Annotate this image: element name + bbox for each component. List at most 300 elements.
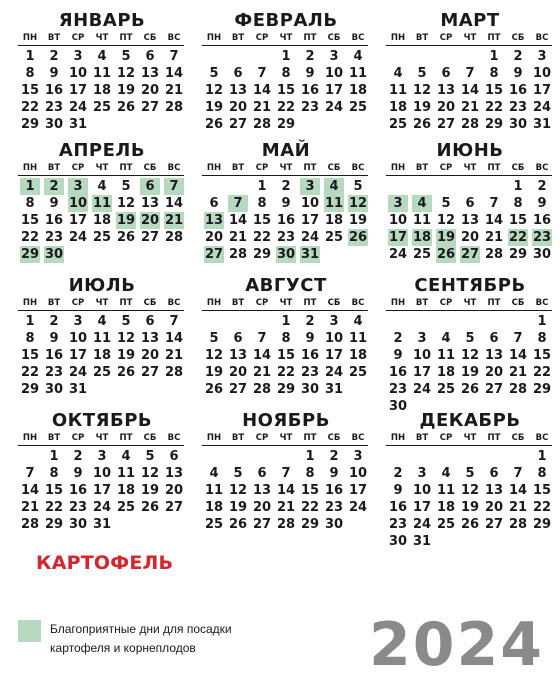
header-divider: [386, 175, 552, 176]
weekday-header: [202, 298, 370, 309]
day-cell: 24: [300, 230, 320, 245]
empty-cell: [458, 448, 482, 465]
weekday-label: СР: [71, 163, 85, 173]
day-cell: 26: [140, 500, 160, 515]
day-cell: 1: [25, 314, 35, 329]
day-cell: 4: [97, 314, 107, 329]
day-cell: 10: [68, 331, 88, 346]
day-cell: 6: [209, 196, 219, 211]
header-divider: [202, 175, 368, 176]
day-cell: 19: [204, 100, 224, 115]
weekday-label: ВС: [351, 433, 365, 443]
empty-cell: [226, 48, 250, 65]
day-cell: 23: [300, 100, 320, 115]
day-cell: 9: [49, 331, 59, 346]
day-cell: 26: [116, 100, 136, 115]
day-cell: 13: [140, 196, 160, 211]
day-cell: 31: [412, 534, 432, 549]
day-cell: 25: [92, 100, 112, 115]
weekday-label: ПТ: [303, 33, 317, 43]
day-cell: 14: [228, 213, 248, 228]
favorable-day: 6: [140, 178, 160, 195]
day-cell: 28: [252, 382, 272, 397]
favorable-day: 23: [532, 230, 552, 245]
day-cell: 24: [324, 100, 344, 115]
day-cell: 9: [393, 348, 403, 363]
weekday-label: ПН: [22, 298, 38, 308]
day-cell: 10: [532, 66, 552, 81]
favorable-day: 2: [44, 178, 64, 195]
day-cell: 17: [532, 83, 552, 98]
day-cell: 27: [164, 500, 184, 515]
month-block: [202, 275, 370, 398]
day-cell: 13: [164, 466, 184, 481]
day-cell: 13: [140, 331, 160, 346]
day-cell: 29: [532, 517, 552, 532]
weekday-label: ЧТ: [279, 163, 293, 173]
weekday-label: СБ: [511, 33, 525, 43]
day-cell: 8: [25, 66, 35, 81]
day-cell: 21: [252, 100, 272, 115]
day-cell: 7: [513, 466, 523, 481]
day-cell: 15: [532, 348, 552, 363]
day-cell: 27: [484, 517, 504, 532]
day-cell: 26: [116, 230, 136, 245]
weekday-header: [202, 433, 370, 444]
day-cell: 23: [44, 365, 64, 380]
month-block: [18, 275, 186, 398]
day-cell: 5: [209, 331, 219, 346]
day-cell: 20: [164, 483, 184, 498]
month-name: ДЕКАБРЬ: [419, 410, 521, 431]
day-cell: 10: [412, 483, 432, 498]
weekday-label: СБ: [143, 163, 157, 173]
day-grid: [386, 48, 554, 133]
header-divider: [202, 310, 368, 311]
day-cell: 31: [92, 517, 112, 532]
favorable-day: 4: [324, 178, 344, 195]
day-cell: 14: [20, 483, 40, 498]
day-cell: 11: [388, 83, 408, 98]
day-cell: 28: [228, 247, 248, 262]
empty-cell: [506, 313, 530, 330]
day-cell: 25: [436, 382, 456, 397]
day-cell: 1: [489, 49, 499, 64]
day-cell: 29: [532, 382, 552, 397]
weekday-label: СБ: [143, 298, 157, 308]
day-cell: 13: [484, 483, 504, 498]
day-cell: 15: [276, 83, 296, 98]
day-cell: 6: [257, 466, 267, 481]
day-cell: 1: [305, 449, 315, 464]
weekday-label: СБ: [327, 163, 341, 173]
day-cell: 30: [68, 517, 88, 532]
day-cell: 6: [489, 466, 499, 481]
day-cell: 22: [20, 100, 40, 115]
empty-cell: [434, 313, 458, 330]
day-grid: [202, 48, 370, 133]
weekday-label: ЧТ: [95, 163, 109, 173]
day-cell: 14: [164, 66, 184, 81]
favorable-day: 13: [204, 213, 224, 228]
day-cell: 17: [412, 500, 432, 515]
favorable-day: 3: [388, 195, 408, 212]
favorable-day: 3: [68, 178, 88, 195]
day-cell: 11: [204, 483, 224, 498]
day-cell: 1: [49, 449, 59, 464]
day-cell: 5: [121, 314, 131, 329]
day-cell: 30: [388, 534, 408, 549]
day-cell: 29: [44, 517, 64, 532]
day-grid: [386, 178, 554, 263]
header-divider: [18, 175, 184, 176]
day-cell: 22: [276, 100, 296, 115]
day-cell: 17: [68, 348, 88, 363]
empty-cell: [226, 313, 250, 330]
day-cell: 18: [92, 213, 112, 228]
day-cell: 15: [532, 483, 552, 498]
weekday-header: [386, 298, 554, 309]
day-cell: 13: [252, 483, 272, 498]
day-cell: 27: [228, 382, 248, 397]
day-cell: 10: [92, 466, 112, 481]
day-cell: 25: [348, 100, 368, 115]
day-cell: 12: [460, 483, 480, 498]
day-cell: 21: [228, 230, 248, 245]
day-cell: 8: [49, 466, 59, 481]
day-cell: 25: [204, 517, 224, 532]
weekday-label: ЧТ: [279, 33, 293, 43]
day-cell: 25: [116, 500, 136, 515]
day-cell: 28: [508, 382, 528, 397]
day-cell: 17: [68, 213, 88, 228]
day-cell: 18: [348, 348, 368, 363]
day-cell: 25: [388, 117, 408, 132]
month-name: ИЮЛЬ: [68, 275, 136, 296]
weekday-label: ПН: [390, 298, 406, 308]
day-cell: 28: [460, 117, 480, 132]
weekday-label: СР: [439, 433, 453, 443]
day-cell: 28: [164, 100, 184, 115]
day-cell: 15: [276, 348, 296, 363]
day-cell: 1: [281, 314, 291, 329]
day-cell: 13: [436, 83, 456, 98]
day-cell: 30: [44, 117, 64, 132]
month-name: ИЮНЬ: [436, 140, 504, 161]
day-cell: 24: [68, 365, 88, 380]
day-cell: 16: [44, 348, 64, 363]
weekday-label: ВС: [535, 298, 549, 308]
month-name: ОКТЯБРЬ: [51, 410, 153, 431]
weekday-header: [386, 433, 554, 444]
weekday-label: ЧТ: [95, 298, 109, 308]
day-cell: 23: [44, 100, 64, 115]
day-cell: 30: [44, 382, 64, 397]
day-cell: 16: [508, 83, 528, 98]
day-cell: 2: [393, 331, 403, 346]
empty-cell: [506, 448, 530, 465]
day-cell: 25: [92, 365, 112, 380]
weekday-header: [386, 33, 554, 44]
day-cell: 19: [116, 83, 136, 98]
empty-cell: [482, 313, 506, 330]
day-cell: 3: [329, 49, 339, 64]
day-cell: 27: [140, 100, 160, 115]
day-cell: 29: [508, 247, 528, 262]
day-cell: 15: [252, 213, 272, 228]
weekday-header: [18, 163, 186, 174]
day-cell: 28: [508, 517, 528, 532]
day-cell: 26: [204, 117, 224, 132]
day-cell: 1: [537, 449, 547, 464]
day-cell: 2: [513, 49, 523, 64]
month-name: МАРТ: [440, 10, 500, 31]
day-cell: 30: [324, 517, 344, 532]
weekday-label: СР: [255, 433, 269, 443]
day-cell: 20: [228, 100, 248, 115]
weekday-label: СР: [255, 163, 269, 173]
day-cell: 4: [121, 449, 131, 464]
weekday-label: ЧТ: [463, 298, 477, 308]
day-cell: 27: [140, 365, 160, 380]
day-cell: 16: [68, 483, 88, 498]
weekday-label: ПТ: [487, 163, 501, 173]
day-cell: 18: [388, 100, 408, 115]
weekday-label: ЧТ: [463, 433, 477, 443]
day-cell: 2: [281, 179, 291, 194]
day-cell: 27: [140, 230, 160, 245]
day-cell: 7: [169, 314, 179, 329]
day-cell: 23: [388, 517, 408, 532]
month-name: СЕНТЯБРЬ: [414, 275, 526, 296]
day-cell: 6: [233, 66, 243, 81]
day-cell: 18: [324, 213, 344, 228]
day-cell: 24: [412, 382, 432, 397]
day-cell: 10: [412, 348, 432, 363]
favorable-day: 19: [436, 230, 456, 245]
empty-cell: [386, 48, 410, 65]
day-cell: 3: [417, 466, 427, 481]
day-cell: 28: [252, 117, 272, 132]
day-cell: 22: [44, 500, 64, 515]
day-cell: 5: [353, 179, 363, 194]
day-cell: 23: [276, 230, 296, 245]
empty-cell: [202, 448, 226, 465]
day-cell: 30: [532, 247, 552, 262]
favorable-day: 27: [204, 247, 224, 262]
weekday-label: ВС: [535, 33, 549, 43]
day-cell: 12: [228, 483, 248, 498]
day-cell: 24: [68, 100, 88, 115]
day-cell: 17: [300, 213, 320, 228]
day-cell: 14: [276, 483, 296, 498]
day-cell: 15: [300, 483, 320, 498]
empty-cell: [434, 178, 458, 195]
empty-cell: [410, 313, 434, 330]
day-cell: 23: [388, 382, 408, 397]
weekday-label: ВС: [351, 298, 365, 308]
favorable-day: 7: [228, 195, 248, 212]
weekday-label: ЧТ: [95, 33, 109, 43]
day-cell: 5: [209, 66, 219, 81]
day-cell: 5: [233, 466, 243, 481]
day-grid: [18, 313, 186, 398]
day-cell: 17: [68, 83, 88, 98]
day-cell: 3: [417, 331, 427, 346]
weekday-label: ВС: [167, 298, 181, 308]
weekday-label: ВС: [351, 163, 365, 173]
day-cell: 26: [412, 117, 432, 132]
empty-cell: [458, 178, 482, 195]
month-name: ФЕВРАЛЬ: [234, 10, 338, 31]
day-cell: 20: [484, 500, 504, 515]
day-cell: 14: [460, 83, 480, 98]
day-cell: 6: [233, 331, 243, 346]
legend-line-1: Благоприятные дни для посадки: [50, 622, 232, 636]
day-cell: 12: [116, 331, 136, 346]
day-cell: 24: [388, 247, 408, 262]
month-block: [386, 410, 554, 550]
day-cell: 19: [204, 365, 224, 380]
day-cell: 3: [73, 49, 83, 64]
day-cell: 6: [169, 449, 179, 464]
month-block: [202, 10, 370, 133]
day-cell: 12: [460, 348, 480, 363]
weekday-label: СР: [439, 33, 453, 43]
weekday-label: СБ: [511, 298, 525, 308]
weekday-label: ПН: [206, 298, 222, 308]
day-grid: [18, 448, 186, 533]
day-cell: 15: [484, 83, 504, 98]
day-cell: 28: [276, 517, 296, 532]
empty-cell: [202, 313, 226, 330]
day-cell: 7: [257, 66, 267, 81]
empty-cell: [250, 48, 274, 65]
day-grid: [18, 178, 186, 263]
favorable-day: 22: [508, 230, 528, 245]
day-cell: 24: [532, 100, 552, 115]
day-cell: 29: [276, 382, 296, 397]
day-cell: 28: [164, 365, 184, 380]
weekday-label: СР: [255, 298, 269, 308]
day-cell: 21: [460, 100, 480, 115]
day-cell: 29: [276, 117, 296, 132]
day-cell: 7: [513, 331, 523, 346]
weekday-label: ПТ: [487, 433, 501, 443]
weekday-label: ПН: [206, 33, 222, 43]
weekday-label: СБ: [327, 33, 341, 43]
crop-title: КАРТОФЕЛЬ: [36, 552, 174, 574]
weekday-label: ПТ: [119, 298, 133, 308]
day-cell: 11: [412, 213, 432, 228]
weekday-label: ЧТ: [95, 433, 109, 443]
favorable-day: 31: [300, 247, 320, 262]
favorable-day: 19: [116, 213, 136, 228]
day-cell: 25: [348, 365, 368, 380]
day-cell: 16: [532, 213, 552, 228]
day-cell: 24: [412, 517, 432, 532]
day-cell: 4: [393, 66, 403, 81]
weekday-label: ВТ: [47, 298, 61, 308]
day-grid: [386, 313, 554, 415]
weekday-label: ВС: [167, 433, 181, 443]
day-cell: 29: [20, 382, 40, 397]
weekday-label: ПТ: [487, 298, 501, 308]
favorable-day: 29: [20, 247, 40, 262]
favorable-day: 11: [92, 196, 112, 211]
day-cell: 23: [324, 500, 344, 515]
day-cell: 2: [393, 466, 403, 481]
day-cell: 10: [324, 331, 344, 346]
weekday-label: ВТ: [415, 33, 429, 43]
day-cell: 13: [460, 213, 480, 228]
day-cell: 10: [300, 196, 320, 211]
day-cell: 1: [537, 314, 547, 329]
day-cell: 11: [92, 66, 112, 81]
day-cell: 2: [73, 449, 83, 464]
day-cell: 29: [20, 117, 40, 132]
day-cell: 20: [484, 365, 504, 380]
legend-line-2: картофеля и корнеплодов: [50, 641, 196, 655]
month-block: [202, 140, 370, 263]
weekday-label: ПН: [22, 33, 38, 43]
day-cell: 12: [140, 466, 160, 481]
favorable-day: 1: [20, 178, 40, 195]
weekday-label: ВС: [535, 433, 549, 443]
day-cell: 10: [68, 66, 88, 81]
day-cell: 11: [436, 483, 456, 498]
header-divider: [18, 310, 184, 311]
day-cell: 23: [44, 230, 64, 245]
day-cell: 14: [164, 331, 184, 346]
legend-swatch: [18, 620, 41, 642]
day-cell: 15: [20, 213, 40, 228]
day-cell: 19: [412, 100, 432, 115]
day-cell: 27: [484, 382, 504, 397]
weekday-label: ПТ: [487, 33, 501, 43]
day-cell: 8: [25, 331, 35, 346]
weekday-label: ВС: [535, 163, 549, 173]
weekday-label: ВТ: [47, 33, 61, 43]
weekday-label: ВТ: [415, 298, 429, 308]
day-cell: 12: [116, 196, 136, 211]
empty-cell: [202, 178, 226, 195]
header-divider: [18, 45, 184, 46]
favorable-day: 12: [348, 196, 368, 211]
header-divider: [202, 445, 368, 446]
day-cell: 9: [281, 196, 291, 211]
day-cell: 12: [412, 83, 432, 98]
day-cell: 20: [436, 100, 456, 115]
legend-text: [50, 620, 310, 658]
weekday-label: ВС: [351, 33, 365, 43]
day-cell: 2: [305, 314, 315, 329]
day-cell: 14: [484, 213, 504, 228]
empty-cell: [386, 448, 410, 465]
day-cell: 3: [537, 49, 547, 64]
weekday-label: ПН: [390, 163, 406, 173]
month-name: АПРЕЛЬ: [58, 140, 146, 161]
day-cell: 4: [441, 466, 451, 481]
day-cell: 23: [300, 365, 320, 380]
day-cell: 1: [25, 49, 35, 64]
day-cell: 11: [92, 331, 112, 346]
month-name: АВГУСТ: [245, 275, 327, 296]
weekday-label: ВТ: [47, 163, 61, 173]
day-cell: 22: [532, 365, 552, 380]
day-cell: 13: [140, 66, 160, 81]
favorable-day: 30: [276, 247, 296, 262]
